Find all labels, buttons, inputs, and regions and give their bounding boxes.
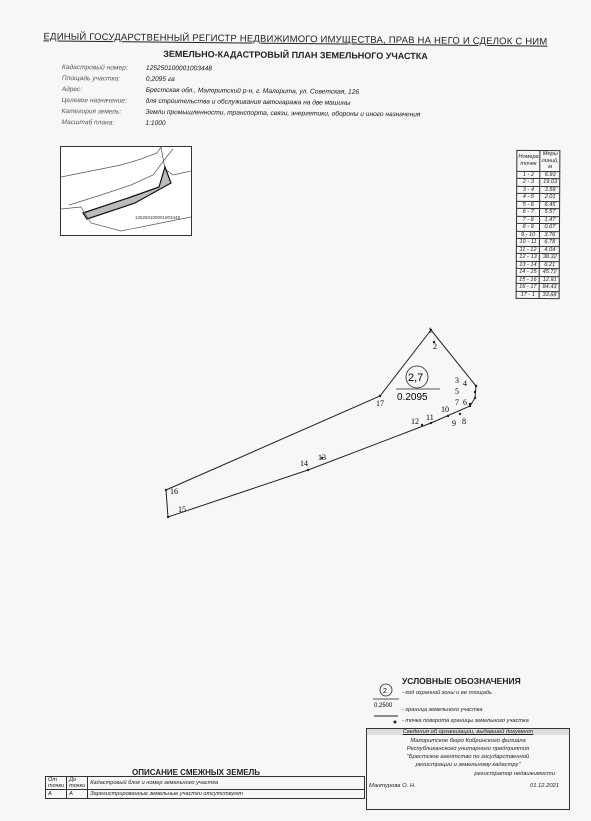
turn-point-label: 14 (300, 459, 308, 468)
segment-row: 8 - 9 0.67 (516, 223, 559, 231)
segment-row: 16 - 17 84.43 (516, 283, 559, 291)
parcel-number: 2,7 (408, 372, 424, 384)
turn-point-label: 4 (463, 379, 467, 388)
turn-point-label: 1 (428, 326, 432, 335)
organization-name: Малоритское бюро Кобринского филиала Республиканского унитарного предприятия "Брестское агентство по государственной регистрации и земельному кадастру" (406, 738, 530, 768)
turn-point-marker (430, 422, 432, 424)
adjacent-header-row (46, 777, 365, 790)
turn-point-marker (165, 489, 167, 491)
turn-point-label: 5 (455, 387, 459, 396)
turn-point-label: 6 (463, 398, 467, 407)
legend-title: УСЛОВНЫЕ ОБОЗНАЧЕНИЯ (402, 676, 521, 686)
info-row-category: Категория земель: Земли промышленности, транспорта, связи, энергетики, обороны и иного назначения (61, 107, 421, 119)
registry-title: ЕДИНЫЙ ГОСУДАРСТВЕННЫЙ РЕГИСТР НЕДВИЖИМОГО ИМУЩЕСТВА, ПРАВ НА НЕГО И СДЕЛОК С НИМ (43, 31, 548, 48)
organization-date: 01.12.2021 (529, 783, 559, 789)
location-map-parcel-label: 125250100001003448 (135, 215, 181, 220)
segment-row: 10 - 11 6.78 (516, 238, 559, 246)
turn-point-marker (307, 469, 309, 471)
segment-row: 11 - 12 4.04 (516, 246, 559, 254)
info-row-scale: Масштаб плана: 1:1000 (61, 118, 166, 127)
info-row-purpose: Целевое назначение: для строительства и обслуживания автогаража на две машины (61, 96, 351, 107)
turn-point-label: 10 (441, 405, 449, 414)
segment-row: 15 - 16 12.91 (516, 276, 559, 284)
segment-row: 12 - 13 38.32 (516, 253, 559, 261)
organization-person: Мантурова О. Н. (369, 783, 416, 789)
turn-point-marker (167, 516, 169, 518)
turn-point-label: 2 (433, 342, 437, 351)
turn-point-marker (459, 413, 461, 415)
organization-position: регистратор недвижимости (474, 771, 555, 777)
organization-signature-row (367, 777, 569, 789)
turn-point-label: 3 (455, 376, 459, 385)
adjacent-col-from: От точки (46, 777, 67, 790)
turn-point-label: 11 (426, 413, 434, 422)
turn-point-label: 13 (318, 453, 326, 462)
adjacent-col-to: До точки (67, 777, 88, 790)
organization-box (366, 728, 570, 810)
turn-point-marker (475, 385, 477, 387)
turn-point-marker (421, 424, 423, 426)
parcel-area: 0.2095 (397, 392, 428, 403)
legend-sample-number: 2 (383, 688, 387, 695)
turn-point-label: 16 (170, 487, 178, 496)
segment-row: 17 - 1 33.68 (516, 291, 559, 299)
segment-row: 4 - 5 2.01 (517, 193, 560, 201)
segment-row: 9 - 10 3.76 (516, 231, 559, 239)
turn-point-label: 15 (178, 505, 186, 514)
segments-header-lengths: Меры линий, м (541, 151, 559, 171)
info-row-address: Адрес: Брестская обл., Малоритский р-н, г. Малорита, ул. Советская, 126 (61, 85, 360, 96)
parcel-boundary (166, 330, 476, 517)
turn-point-label: 12 (411, 417, 419, 426)
adjacent-col-desc: Кадастровый блок и номер земельного участка (88, 777, 365, 790)
segment-row: 6 - 7 5.57 (517, 208, 560, 216)
segments-header-points: Номера точек (517, 150, 540, 171)
turn-point-marker (469, 405, 471, 407)
segment-row: 14 - 15 45.72 (516, 268, 559, 276)
segment-row: 13 - 14 6.21 (516, 261, 559, 269)
adjacent-row: А А Зарегистрированные земельные участки отсутствуют (46, 790, 365, 799)
turn-point-label: 8 (462, 417, 466, 426)
legend-sample-area: 0.2500 (374, 703, 393, 709)
segment-row: 1 - 2 6.93 (517, 171, 560, 179)
adjacent-title: ОПИСАНИЕ СМЕЖНЫХ ЗЕМЕЛЬ (132, 768, 260, 777)
turn-point-label: 9 (452, 419, 456, 428)
plan-title: ЗЕМЕЛЬНО-КАДАСТРОВЫЙ ПЛАН ЗЕМЕЛЬНОГО УЧАСТКА (163, 48, 428, 62)
adjacent-table (45, 776, 365, 799)
info-row-cadastral: Кадастровый номер: 125250100001003448 (61, 63, 212, 73)
organization-title: Сведения об организации, выдавшей документ (367, 729, 569, 735)
segment-row: 3 - 4 3.58 (517, 186, 560, 194)
segment-row: 2 - 3 19.03 (517, 178, 560, 186)
legend-item-boundary: - граница земельного участка (402, 707, 483, 713)
turn-point-marker (474, 397, 476, 399)
turn-point-marker (379, 395, 381, 397)
info-row-area: Площадь участка: 0,2095 га (61, 74, 175, 84)
legend-turn-point (394, 721, 397, 724)
segment-row: 5 - 6 6.45 (517, 201, 560, 209)
turn-point-marker (447, 415, 449, 417)
legend-item-zone: - код охранной зоны и ее площадь (402, 690, 492, 696)
turn-point-label: 17 (376, 399, 384, 408)
segment-row: 7 - 8 1.47 (517, 216, 560, 224)
turn-point-marker (474, 391, 476, 393)
turn-point-label: 7 (455, 398, 459, 407)
legend-item-turn-point: - точка поворота границы земельного участка (402, 718, 529, 724)
